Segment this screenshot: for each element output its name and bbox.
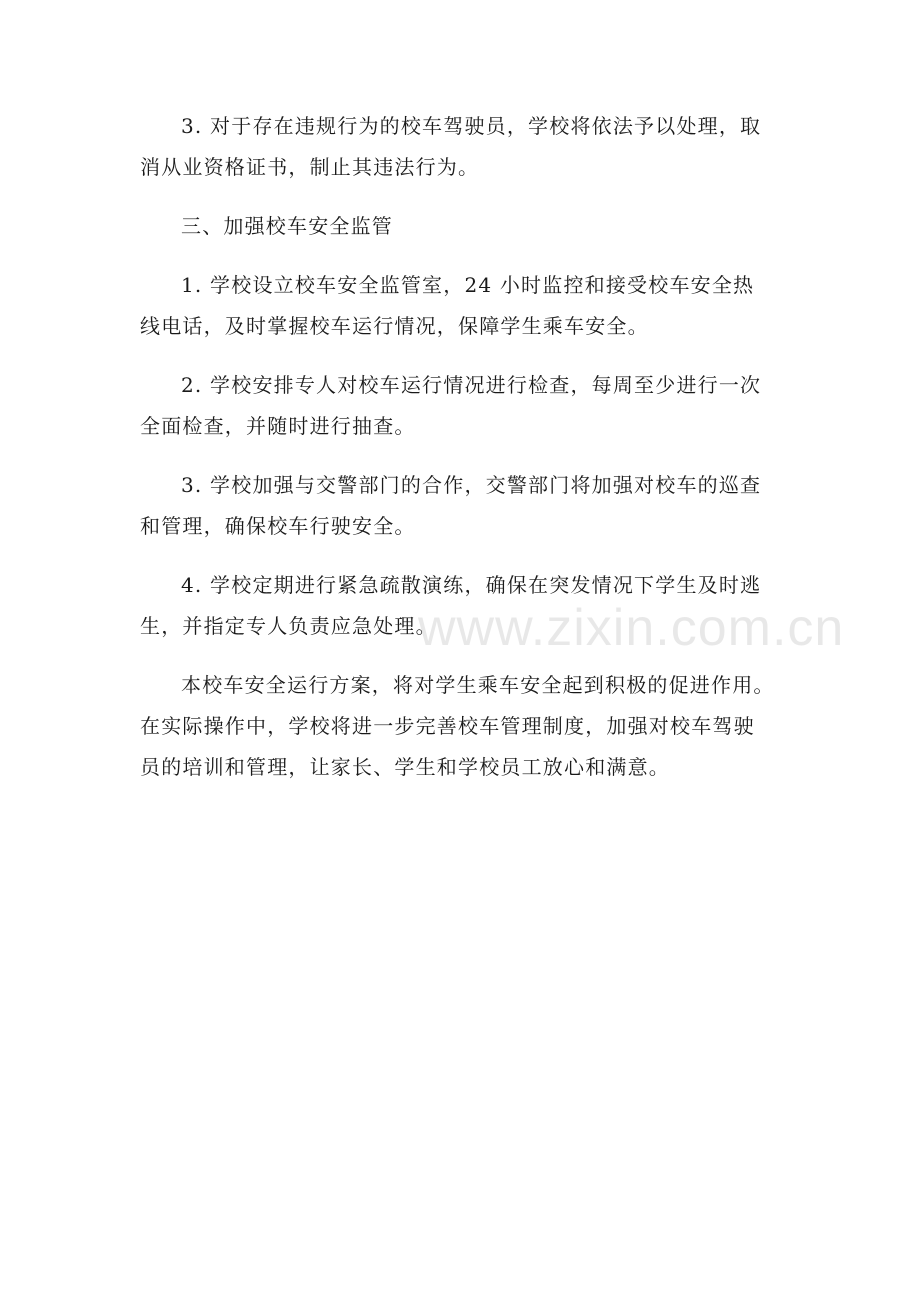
heading-text: 三、加强校车安全监管 [181,214,393,238]
paragraph-monitoring-room [140,265,820,347]
text-line: 4. 学校定期进行紧急疏散演练，确保在突发情况下学生及时逃 [181,573,762,597]
text-line: 生，并指定专人负责应急处理。 [140,614,437,638]
paragraph-inspection [140,365,820,447]
text-line: 1. 学校设立校车安全监管室，24 小时监控和接受校车安全热 [181,273,755,297]
section-heading [140,206,820,247]
text-line: 员的培训和管理，让家长、学生和学校员工放心和满意。 [140,755,670,779]
text-line: 全面检查，并随时进行抽查。 [140,414,416,438]
text-line: 消从业资格证书，制止其违法行为。 [140,155,480,179]
text-line: 在实际操作中，学校将进一步完善校车管理制度，加强对校车驾驶 [140,714,755,738]
text-line: 2. 学校安排专人对校车运行情况进行检查，每周至少进行一次 [181,373,762,397]
text-line: 线电话，及时掌握校车运行情况，保障学生乘车安全。 [140,314,649,338]
paragraph-conclusion [140,665,820,788]
paragraph-driver-violation [140,106,820,188]
text-line: 3. 学校加强与交警部门的合作，交警部门将加强对校车的巡查 [181,473,762,497]
document-body [140,106,820,806]
text-line: 本校车安全运行方案，将对学生乘车安全起到积极的促进作用。 [181,673,775,697]
text-line: 和管理，确保校车行驶安全。 [140,514,416,538]
text-line: 3. 对于存在违规行为的校车驾驶员，学校将依法予以处理，取 [181,114,762,138]
paragraph-traffic-police [140,465,820,547]
watermark-text: www.zixin.com.cn [418,599,845,657]
